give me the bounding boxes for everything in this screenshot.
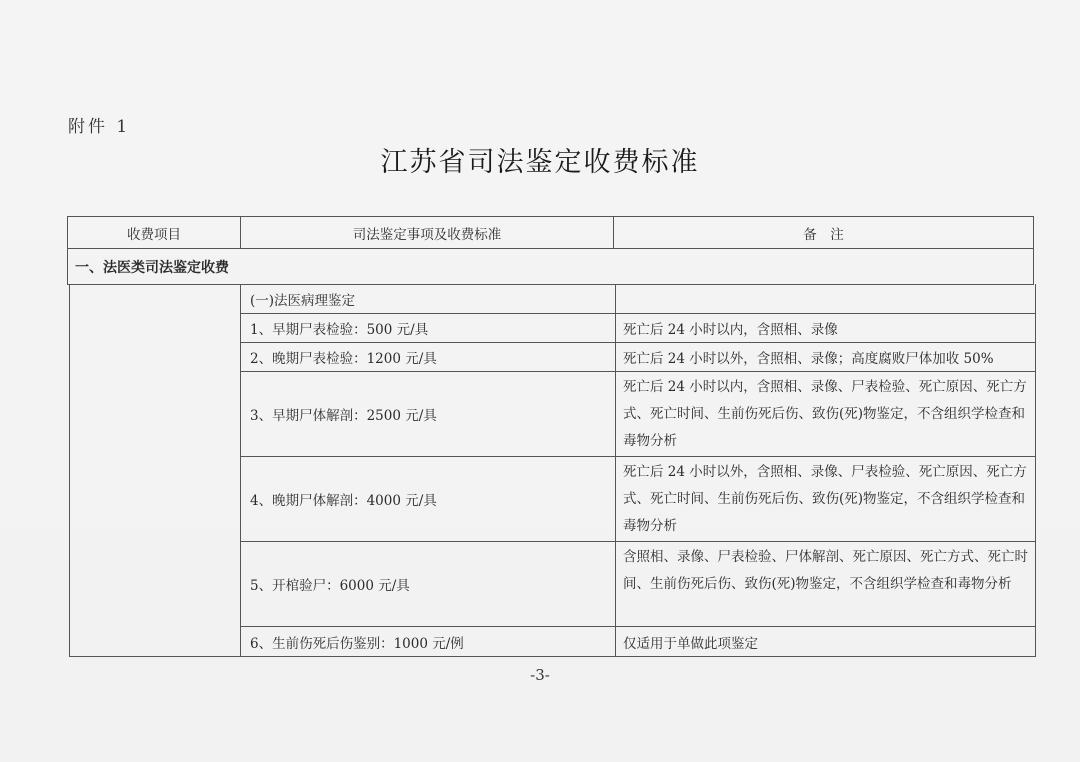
- header-fee-item: 收费项目: [127, 226, 181, 243]
- table-row-remark: 仅适用于单做此项鉴定: [623, 635, 758, 652]
- table-row-item: 1、早期尸表检验：500 元/具: [250, 322, 429, 338]
- table-row-item: 3、早期尸体解剖：2500 元/具: [250, 408, 437, 424]
- table-border: [615, 284, 616, 657]
- header-remark: 备 注: [803, 226, 844, 243]
- table-border: [69, 284, 70, 657]
- table-row-remark: 死亡后 24 小时以内，含照相、录像: [623, 322, 838, 338]
- page-title: 江苏省司法鉴定收费标准: [380, 147, 700, 178]
- header-matter-standard: 司法鉴定事项及收费标准: [352, 226, 502, 243]
- table-border: [1035, 284, 1036, 657]
- page-number: -3-: [530, 666, 550, 684]
- table-row-item: 2、晚期尸表检验：1200 元/具: [250, 351, 437, 367]
- table-row-remark: 死亡后 24 小时以内，含照相、录像、尸表检验、死亡原因、死亡方式、死亡时间、生前伤死后伤、致伤(死)物鉴定，不含组织学检查和毒物分析: [623, 379, 1027, 449]
- attachment-label: 附件 1: [68, 117, 131, 137]
- table-row-remark: 死亡后 24 小时以外，含照相、录像；高度腐败尸体加收 50%: [623, 351, 994, 367]
- table-border: [67, 284, 1034, 285]
- table-border: [240, 284, 241, 657]
- table-row-item: 4、晚期尸体解剖：4000 元/具: [250, 493, 437, 509]
- table-border: [69, 656, 1036, 657]
- table-row-item: 5、开棺验尸：6000 元/具: [250, 578, 410, 594]
- section-title: 一、法医类司法鉴定收费: [75, 259, 229, 276]
- table-border: [1033, 216, 1034, 285]
- table-row-remark: 死亡后 24 小时以外，含照相、录像、尸表检验、死亡原因、死亡方式、死亡时间、生前伤死后伤、致伤(死)物鉴定，不含组织学检查和毒物分析: [623, 464, 1027, 534]
- table-row-remark: 含照相、录像、尸表检验、尸体解剖、死亡原因、死亡方式、死亡时间、生前伤死后伤、致伤(死)物鉴定，不含组织学检查和毒物分析: [623, 549, 1028, 592]
- table-row-item: 6、生前伤死后伤鉴别：1000 元/例: [250, 635, 464, 652]
- subsection-title: (一)法医病理鉴定: [250, 293, 356, 309]
